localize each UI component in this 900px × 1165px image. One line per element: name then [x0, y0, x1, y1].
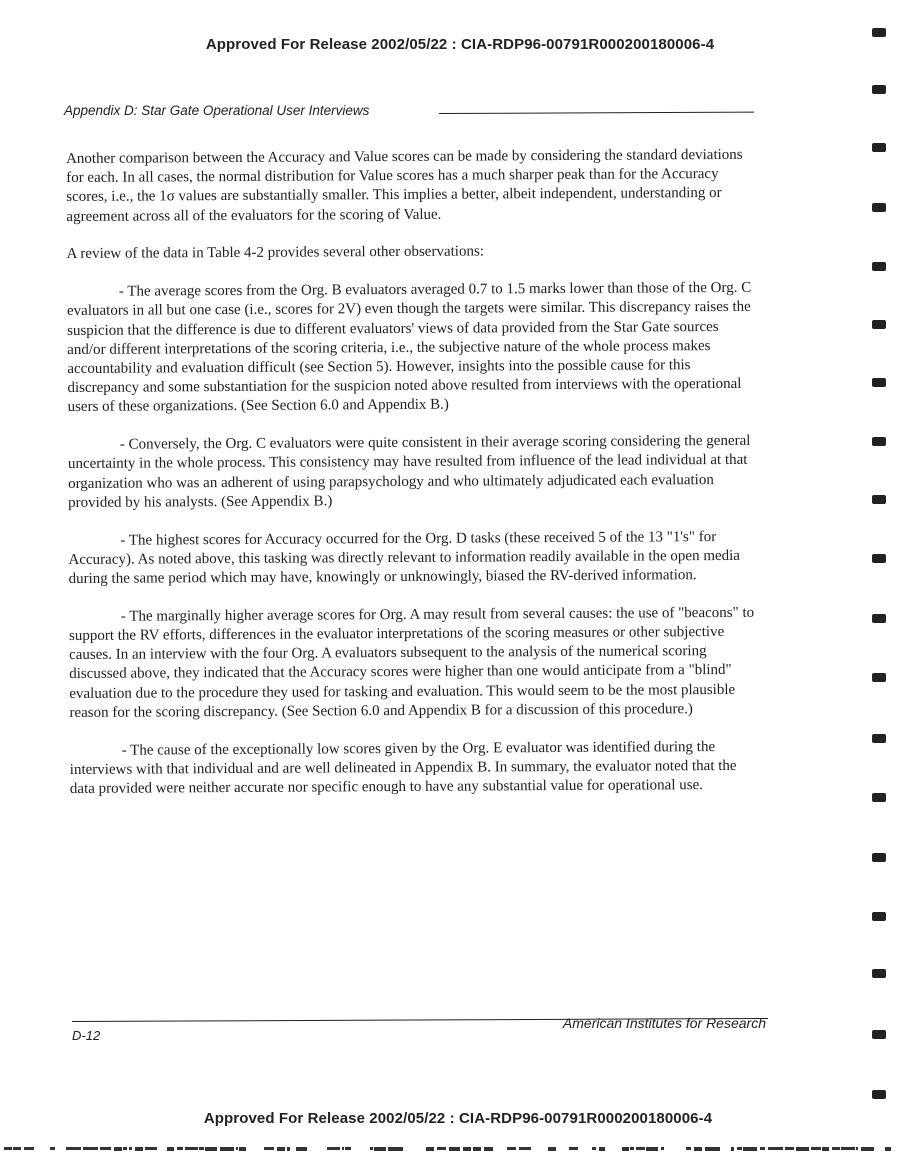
scan-edge-mark — [872, 262, 886, 271]
scan-edge-mark — [872, 554, 886, 563]
paragraph-org-b: - The average scores from the Org. B evaluators averaged 0.7 to 1.5 marks lower than those of the Org. C evaluators in all but one case (i.e., scores for 2V) even though the targets were similar. This discrepancy raises the suspicion that the difference is due to different evaluators' views of data provided from the Star Gate sources and/or different interpretations of the scoring criteria, i.e., the subjective nature of the whole process makes accountability and evaluation difficult (see Section 5). However, insights into the possible cause for this discrepancy and some substantiation for the suspicion noted above resulted from interviews with the operational users of these organizations. (See Section 6.0 and Appendix B.) — [66, 280, 752, 416]
paragraph-org-e: - The cause of the exceptionally low scores given by the Org. E evaluator was identified during the interviews with that individual and are well delineated in Appendix B. In summary, the evaluator noted that the data provided were neither accurate nor specific enough to have any substantial value for operational use. — [69, 738, 737, 798]
scan-speckle — [463, 1147, 471, 1151]
scan-speckle — [737, 1147, 742, 1150]
scan-edge-mark — [872, 853, 886, 862]
scan-speckle — [592, 1147, 596, 1150]
scan-edge-mark — [872, 495, 886, 504]
scan-speckle — [370, 1147, 373, 1150]
scan-speckle — [599, 1147, 605, 1151]
scan-speckle — [145, 1147, 157, 1150]
scan-speckle — [705, 1147, 720, 1151]
scan-speckle — [236, 1147, 238, 1150]
page-number: D-12 — [72, 1028, 101, 1043]
scan-speckle — [548, 1147, 556, 1151]
scan-edge-mark — [872, 85, 886, 94]
scan-speckle — [129, 1147, 132, 1150]
scan-edge-mark — [872, 734, 886, 743]
scan-speckle — [811, 1147, 821, 1150]
scan-speckle — [484, 1147, 493, 1151]
scan-speckle — [731, 1147, 734, 1151]
scan-speckle — [24, 1147, 34, 1150]
scan-speckle — [622, 1147, 629, 1151]
scan-speckle — [760, 1147, 765, 1150]
scan-bottom-strip — [4, 1146, 894, 1152]
scan-speckle — [167, 1147, 174, 1151]
scan-edge-mark — [872, 143, 886, 152]
scan-edge-marks — [868, 0, 892, 1165]
scan-speckle — [205, 1147, 217, 1151]
scan-speckle — [473, 1147, 481, 1151]
scan-speckle — [177, 1147, 183, 1150]
scan-speckle — [123, 1147, 127, 1150]
scan-speckle — [856, 1147, 858, 1150]
page-footer — [72, 1012, 772, 1042]
scan-edge-mark — [872, 673, 886, 682]
release-header: Approved For Release 2002/05/22 : CIA-RDP96-00791R000200180006-4 — [205, 36, 715, 53]
scan-speckle — [277, 1147, 285, 1151]
scan-edge-mark — [872, 793, 886, 802]
scan-speckle — [4, 1147, 12, 1150]
footer-organization: American Institutes for Research — [562, 1015, 766, 1031]
scan-speckle — [841, 1147, 855, 1150]
scan-speckle — [100, 1147, 111, 1150]
appendix-title: Appendix D: Star Gate Operational User Interviews — [64, 103, 370, 118]
paragraph-org-d: - The highest scores for Accuracy occurred for the Org. D tasks (these received 5 of the 13 "1's" for Accuracy). As noted above, this tasking was directly relevant to information readily available in the open media during the same period which may have, knowingly or unknowingly, biased the RV-derived information. — [68, 528, 740, 588]
scan-speckle — [785, 1147, 794, 1150]
scan-speckle — [885, 1147, 891, 1151]
paragraph-review-intro: A review of the data in Table 4-2 provides several other observations: — [66, 243, 484, 263]
scan-speckle — [636, 1147, 645, 1150]
scan-edge-mark — [872, 1090, 886, 1099]
scan-edge-mark — [872, 1030, 886, 1039]
scan-speckle — [743, 1147, 757, 1151]
release-footer: Approved For Release 2002/05/22 : CIA-RDP96-00791R000200180006-4 — [203, 1110, 713, 1127]
scan-speckle — [239, 1147, 246, 1151]
scan-speckle — [569, 1147, 578, 1150]
scan-speckle — [50, 1147, 55, 1150]
scan-speckle — [694, 1147, 702, 1151]
scan-speckle — [220, 1147, 234, 1151]
scan-speckle — [185, 1147, 198, 1150]
scan-speckle — [661, 1147, 664, 1150]
scan-speckle — [114, 1147, 122, 1151]
scan-speckle — [388, 1147, 403, 1151]
scan-edge-mark — [872, 378, 886, 387]
scan-edge-mark — [872, 437, 886, 446]
scan-speckle — [426, 1147, 434, 1151]
scan-edge-mark — [872, 320, 886, 329]
scan-speckle — [13, 1147, 21, 1150]
scan-speckle — [437, 1147, 446, 1150]
body-text — [66, 146, 760, 818]
scan-speckle — [768, 1147, 783, 1150]
scan-speckle — [287, 1147, 290, 1151]
scan-edge-mark — [872, 912, 886, 921]
scan-speckle — [345, 1147, 351, 1150]
scan-speckle — [66, 1147, 81, 1150]
scan-speckle — [796, 1147, 809, 1151]
scan-speckle — [861, 1147, 874, 1151]
scan-speckle — [199, 1147, 204, 1150]
scan-speckle — [832, 1147, 840, 1150]
paragraph-org-a: - The marginally higher average scores for Org. A may result from several causes: the use of "beacons" to support the RV efforts, differences in the evaluator interpretations of the scoring measures or other subjective causes. In an interview with the four Org. A evaluators subsequent to the analysis of the numerical scoring discussed above, they indicated that the Accuracy scores were higher than one would anticipate from a "blind" evaluation due to the procedure they used for tasking and evaluation. This would seem to be the most plausible reason for the scoring discrepancy. (See Section 6.0 and Appendix B for a discussion of this procedure.) — [68, 604, 755, 721]
scan-edge-mark — [872, 969, 886, 978]
scan-speckle — [630, 1147, 634, 1150]
scan-speckle — [327, 1147, 340, 1150]
paragraph-comparison: Another comparison between the Accuracy and Value scores can be made by considering the standard deviations for each. In all cases, the normal distribution for Value scores has a much sharper peak than for the Accuracy scores, i.e., the 1σ values are substantially smaller. This implies a better, albeit independent, understanding or agreement across all of the evaluators for the scoring of Value. — [66, 146, 743, 225]
paragraph-org-c: - Conversely, the Org. C evaluators were quite consistent in their average scoring considering the general uncertainty in the whole process. This consistency may have resulted from influence of the lead individual at that organization who was an adherent of using parapsychology and who ultimately adjudicated each evaluation provided by his analysts. (See Appendix B.) — [67, 433, 751, 511]
scan-edge-mark — [872, 28, 886, 37]
scan-speckle — [507, 1147, 516, 1150]
scan-speckle — [264, 1147, 274, 1150]
appendix-header — [64, 103, 754, 125]
scan-speckle — [519, 1147, 531, 1150]
scan-speckle — [296, 1147, 307, 1151]
scan-speckle — [822, 1147, 829, 1151]
header-rule — [439, 112, 754, 114]
scan-edge-mark — [872, 614, 886, 623]
scan-speckle — [135, 1147, 143, 1151]
scan-edge-mark — [872, 203, 886, 212]
scan-speckle — [83, 1147, 98, 1150]
scan-speckle — [646, 1147, 658, 1151]
scan-speckle — [449, 1147, 460, 1151]
scan-speckle — [342, 1147, 344, 1150]
scan-speckle — [686, 1147, 691, 1150]
scan-speckle — [374, 1147, 386, 1151]
